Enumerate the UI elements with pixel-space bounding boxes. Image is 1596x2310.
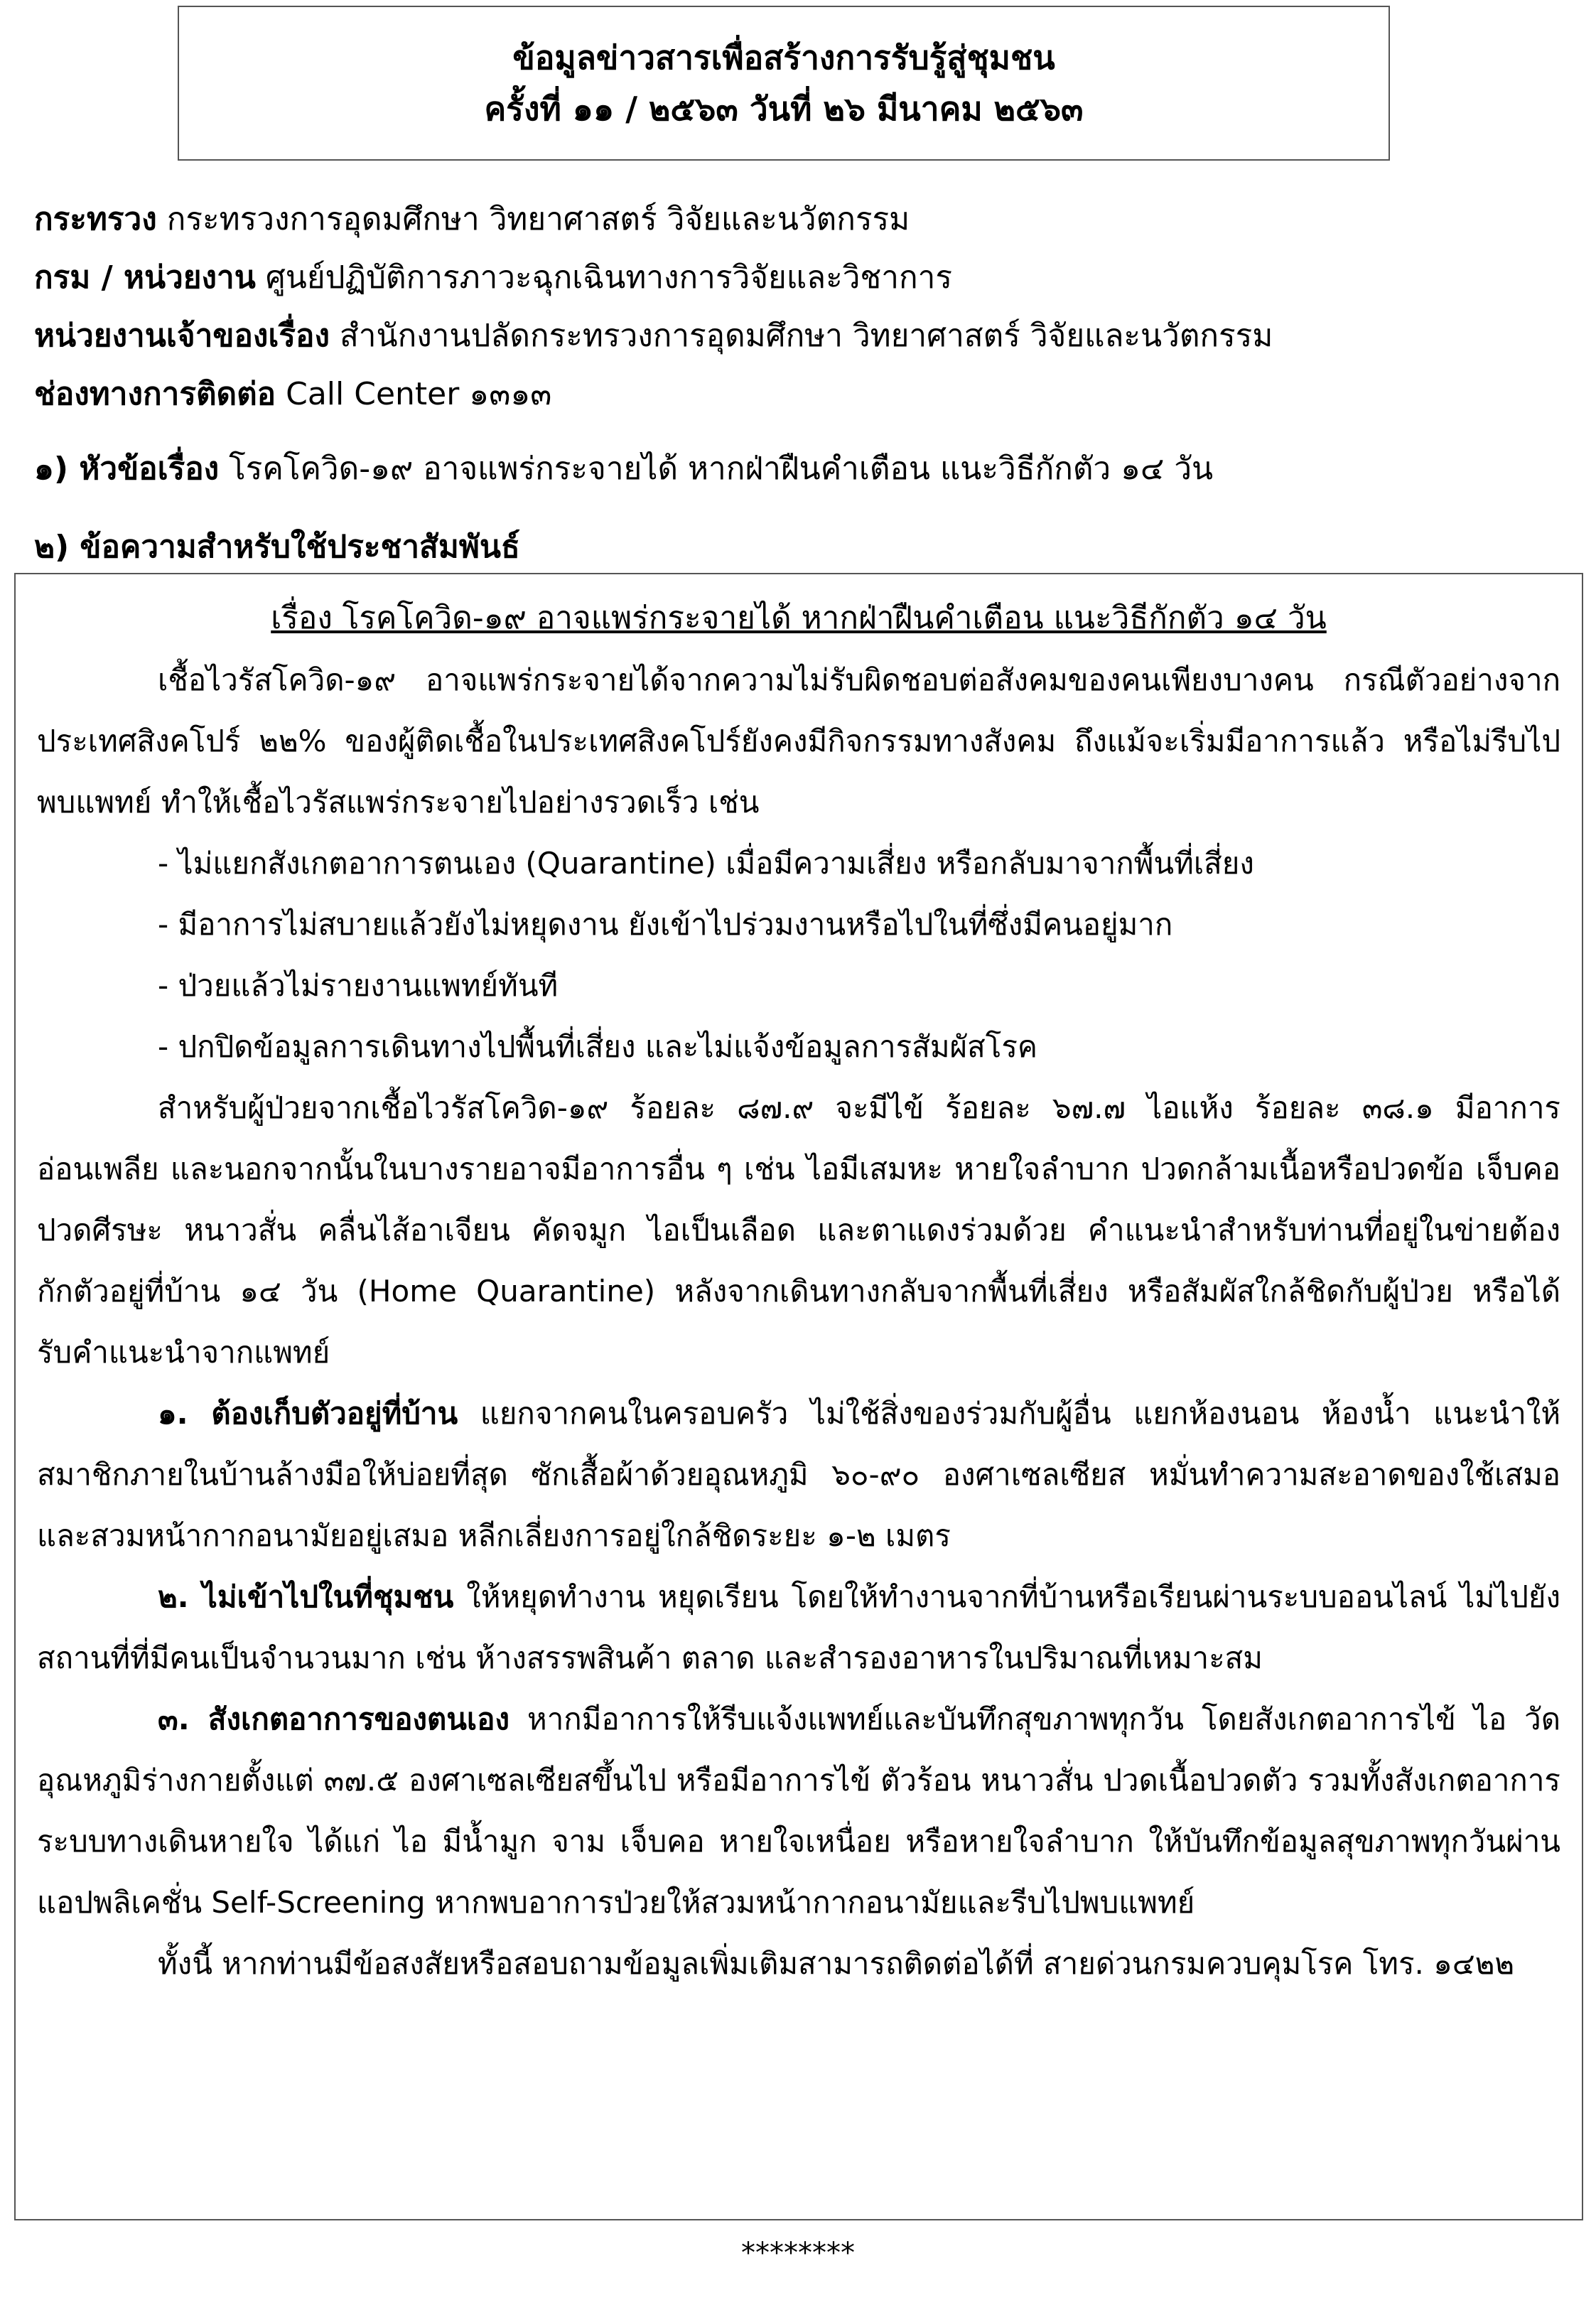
ministry-row [34, 190, 1562, 249]
advice-item-1-body: แยกจากคนในครอบครัว ไม่ใช้สิ่งของร่วมกับผู้อื่น แยกห้องนอน ห้องน้ำ แนะนำให้สมาชิกภายในบ้านล้างมือให้บ่อยที่สุด ซักเสื้อผ้าด้วยอุณหภูมิ ๖๐-๙๐ องศาเซลเซียส หมั่นทำความสะอาดของใช้เสมอ และสวมหน้ากากอนามัยอยู่เสมอ หลีกเลี่ยงการอยู่ใกล้ชิดระยะ ๑-๒ เมตร [37, 1396, 1561, 1553]
contact-row [34, 365, 1562, 424]
advice-item-3-heading: ๓. สังเกตอาการของตนเอง [158, 1702, 510, 1736]
ministry-value: กระทรวงการอุดมศึกษา วิทยาศาสตร์ วิจัยและนวัตกรรม [166, 201, 910, 237]
owner-value: สำนักงานปลัดกระทรวงการอุดมศึกษา วิทยาศาสตร์ วิจัยและนวัตกรรม [339, 318, 1273, 354]
symptoms-paragraph: สำหรับผู้ป่วยจากเชื้อไวรัสโควิด-๑๙ ร้อยละ ๘๗.๙ จะมีไข้ ร้อยละ ๖๗.๗ ไอแห้ง ร้อยละ ๓๘.๑ มีอาการอ่อนเพลีย และนอกจากนั้นในบางรายอาจมีอาการอื่น ๆ เช่น ไอมีเสมหะ หายใจลำบาก ปวดกล้ามเนื้อหรือปวดข้อ เจ็บคอ ปวดศีรษะ หนาวสั่น คลื่นไส้อาเจียน คัดจมูก ไอเป็นเลือด และตาแดงร่วมด้วย คำแนะนำสำหรับท่านที่อยู่ในข่ายต้องกักตัวอยู่ที่บ้าน ๑๔ วัน (Home Quarantine) หลังจากเดินทางกลับจากพื้นที่เสี่ยง หรือสัมผัสใกล้ชิดกับผู้ป่วย หรือได้รับคำแนะนำจากแพทย์ [37, 1090, 1560, 1370]
advice-item-1-heading: ๑. ต้องเก็บตัวอยู่ที่บ้าน [158, 1396, 458, 1431]
contact-label: ช่องทางการติดต่อ [34, 376, 276, 412]
department-label: กรม / หน่วยงาน [34, 259, 256, 296]
bullet-item: - มีอาการไม่สบายแล้วยังไม่หยุดงาน ยังเข้าไปร่วมงานหรือไปในที่ซึ่งมีคนอยู่มาก [158, 907, 1173, 942]
topic-value: โรคโควิด-๑๙ อาจแพร่กระจายได้ หากฝ่าฝืนคำเตือน แนะวิธีกักตัว ๑๔ วัน [229, 451, 1214, 487]
bullet-item: - ปกปิดข้อมูลการเดินทางไปพื้นที่เสี่ยง และไม่แจ้งข้อมูลการสัมผัสโรค [158, 1029, 1037, 1064]
contact-value: Call Center ๑๓๑๓ [286, 376, 552, 412]
header-title: ข้อมูลข่าวสารเพื่อสร้างการรับรู้สู่ชุมชน [512, 38, 1055, 77]
closing-paragraph: ทั้งนี้ หากท่านมีข้อสงสัยหรือสอบถามข้อมูลเพิ่มเติมสามารถติดต่อได้ที่ สายด่วนกรมควบคุมโรค โทร. ๑๔๒๒ [158, 1946, 1515, 1981]
topic-row [34, 441, 1213, 498]
bullet-item: - ไม่แยกสังเกตอาการตนเอง (Quarantine) เมื่อมีความเสี่ยง หรือกลับมาจากพื้นที่เสี่ยง [158, 846, 1254, 881]
press-release-box [14, 573, 1583, 2220]
advice-item-1 [37, 1383, 1560, 1567]
advice-item-2-heading: ๒. ไม่เข้าไปในที่ชุมชน [158, 1579, 454, 1614]
advice-item-3 [37, 1689, 1560, 1933]
advice-item-2-body: ให้หยุดทำงาน หยุดเรียน โดยให้ทำงานจากที่บ้านหรือเรียนผ่านระบบออนไลน์ ไม่ไปยังสถานที่ที่มีคนเป็นจำนวนมาก เช่น ห้างสรรพสินค้า ตลาด และสำรองอาหารในปริมาณที่เหมาะสม [37, 1579, 1560, 1675]
end-marker: ******** [741, 2237, 855, 2269]
ministry-label: กระทรวง [34, 201, 157, 237]
bullet-item: - ป่วยแล้วไม่รายงานแพทย์ทันที [158, 968, 559, 1003]
owner-row [34, 307, 1562, 365]
advice-item-2 [37, 1567, 1560, 1689]
section2-heading: ๒) ข้อความสำหรับใช้ประชาสัมพันธ์ [34, 529, 520, 565]
document-header-box [178, 6, 1390, 161]
intro-paragraph: เชื้อไวรัสโควิด-๑๙ อาจแพร่กระจายได้จากความไม่รับผิดชอบต่อสังคมของคนเพียงบางคน กรณีตัวอย่างจากประเทศสิงคโปร์ ๒๒% ของผู้ติดเชื้อในประเทศสิงคโปร์ยังคงมีกิจกรรมทางสังคม ถึงแม้จะเริ่มมีอาการแล้ว หรือไม่รีบไปพบแพทย์ ทำให้เชื้อไวรัสแพร่กระจายไปอย่างรวดเร็ว เช่น [37, 662, 1560, 820]
meta-block [34, 190, 1562, 424]
advice-item-3-body: หากมีอาการให้รีบแจ้งแพทย์และบันทึกสุขภาพทุกวัน โดยสังเกตอาการไข้ ไอ วัดอุณหภูมิร่างกายตั้งแต่ ๓๗.๕ องศาเซลเซียสขึ้นไป หรือมีอาการไข้ ตัวร้อน หนาวสั่น ปวดเนื้อปวดตัว รวมทั้งสังเกตอาการระบบทางเดินหายใจ ได้แก่ ไอ มีน้ำมูก จาม เจ็บคอ หายใจเหนื่อย หรือหายใจลำบาก ให้บันทึกข้อมูลสุขภาพทุกวันผ่านแอปพลิเคชั่น Self-Screening หากพบอาการป่วยให้สวมหน้ากากอนามัยและรีบไปพบแพทย์ [37, 1702, 1561, 1920]
department-row [34, 249, 1562, 307]
department-value: ศูนย์ปฏิบัติการภาวะฉุกเฉินทางการวิจัยและวิชาการ [265, 259, 952, 296]
topic-label: ๑) หัวข้อเรื่อง [34, 451, 220, 487]
owner-label: หน่วยงานเจ้าของเรื่อง [34, 318, 330, 354]
press-release-title: เรื่อง โรคโควิด-๑๙ อาจแพร่กระจายได้ หากฝ่าฝืนคำเตือน แนะวิธีกักตัว ๑๔ วัน [271, 600, 1327, 636]
header-issue-date: ครั้งที่ ๑๑ / ๒๕๖๓ วันที่ ๒๖ มีนาคม ๒๕๖๓ [484, 90, 1084, 128]
